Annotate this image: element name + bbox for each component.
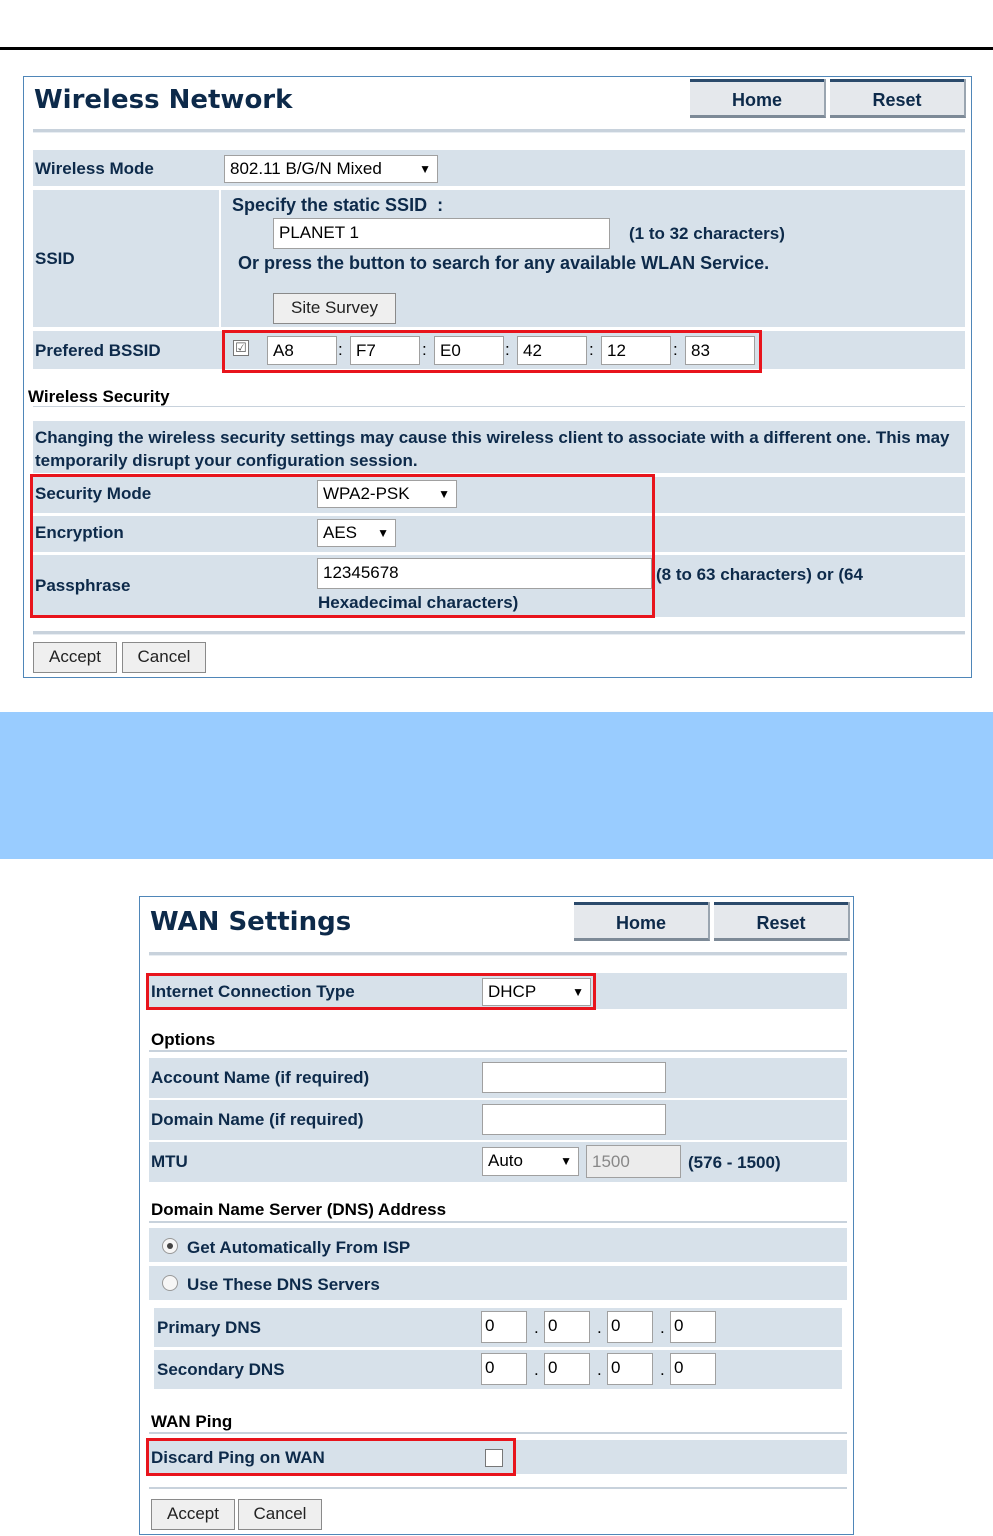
primary-dns-octet-3[interactable]: 0 — [607, 1311, 653, 1343]
ssid-hint: (1 to 32 characters) — [629, 224, 785, 243]
encryption-label: Encryption — [35, 523, 124, 542]
mtu-label: MTU — [151, 1152, 188, 1171]
wireless-mode-value: 802.11 B/G/N Mixed — [230, 159, 382, 178]
dns-heading: Domain Name Server (DNS) Address — [151, 1200, 447, 1219]
dns-dot: . — [660, 1360, 665, 1379]
bssid-separator: : — [422, 340, 427, 359]
footer-separator — [149, 1487, 847, 1489]
primary-dns-octet-2[interactable]: 0 — [544, 1311, 590, 1343]
wan-ping-separator — [149, 1432, 847, 1434]
secondary-dns-label: Secondary DNS — [157, 1360, 285, 1379]
title-separator — [33, 129, 965, 133]
dns-auto-radio[interactable] — [162, 1238, 178, 1254]
bssid-separator: : — [589, 340, 594, 359]
chevron-down-icon: ▼ — [377, 526, 389, 540]
wan-ping-heading: WAN Ping — [151, 1412, 233, 1431]
footer-separator — [33, 631, 965, 635]
page-title: WAN Settings — [150, 907, 352, 937]
encryption-value: AES — [323, 523, 358, 542]
bssid-highlight — [222, 330, 762, 373]
mtu-mode-value: Auto — [488, 1151, 523, 1170]
security-note: Changing the wireless security settings may cause this wireless client to associate with a different one. This may temporarily disrupt your configuration session. — [35, 428, 950, 470]
bssid-separator: : — [673, 340, 678, 359]
bssid-octet-6[interactable]: 83 — [685, 336, 755, 365]
security-mode-value: WPA2-PSK — [323, 484, 410, 503]
mtu-mode-select[interactable] — [482, 1147, 579, 1176]
dns-dot: . — [660, 1318, 665, 1337]
chevron-down-icon: ▼ — [572, 985, 584, 999]
security-highlight — [30, 474, 655, 618]
security-mode-label: Security Mode — [35, 484, 152, 503]
home-button[interactable]: Home — [690, 79, 826, 118]
wireless-mode-label: Wireless Mode — [35, 159, 154, 178]
connection-type-label: Internet Connection Type — [151, 982, 355, 1001]
bssid-separator: : — [338, 340, 343, 359]
accept-button[interactable]: Accept — [151, 1499, 235, 1530]
accept-button[interactable]: Accept — [33, 642, 117, 673]
wireless-security-heading: Wireless Security — [28, 387, 170, 406]
wireless-mode-select[interactable] — [224, 155, 438, 183]
dns-manual-label: Use These DNS Servers — [187, 1275, 380, 1294]
secondary-dns-octet-4[interactable]: 0 — [670, 1353, 716, 1385]
connection-type-value: DHCP — [488, 982, 537, 1001]
discard-ping-highlight — [146, 1438, 516, 1476]
bssid-octet-4[interactable]: 42 — [517, 336, 587, 365]
bssid-octet-2[interactable]: F7 — [350, 336, 420, 365]
reset-button[interactable]: Reset — [830, 79, 966, 118]
primary-dns-octet-4[interactable]: 0 — [670, 1311, 716, 1343]
ssid-prompt: Specify the static SSID : — [232, 195, 444, 215]
mtu-range: (576 - 1500) — [688, 1153, 781, 1172]
secondary-dns-octet-1[interactable]: 0 — [481, 1353, 527, 1385]
bssid-octet-5[interactable]: 12 — [601, 336, 671, 365]
home-button[interactable]: Home — [574, 902, 710, 941]
account-name-input[interactable] — [482, 1062, 666, 1093]
dns-dot: . — [534, 1360, 539, 1379]
ssid-input[interactable]: PLANET 1 — [273, 218, 610, 249]
passphrase-label: Passphrase — [35, 576, 131, 595]
divider-banner — [0, 712, 993, 859]
page-top-rule — [0, 47, 993, 50]
discard-ping-label: Discard Ping on WAN — [151, 1448, 325, 1467]
dns-auto-label: Get Automatically From ISP — [187, 1238, 411, 1257]
options-heading: Options — [151, 1030, 216, 1049]
primary-dns-label: Primary DNS — [157, 1318, 261, 1337]
passphrase-input[interactable]: 12345678 — [317, 558, 652, 589]
bssid-label: Prefered BSSID — [35, 341, 161, 360]
dns-separator — [149, 1221, 847, 1223]
dns-dot: . — [597, 1318, 602, 1337]
domain-name-input[interactable] — [482, 1104, 666, 1135]
bssid-enable-checkbox[interactable]: ☑ — [233, 340, 249, 356]
dns-dot: . — [597, 1360, 602, 1379]
security-separator — [33, 406, 965, 407]
page-title: Wireless Network — [34, 85, 293, 115]
chevron-down-icon: ▼ — [438, 487, 450, 501]
ssid-search-hint: Or press the button to search for any available WLAN Service. — [238, 253, 770, 273]
connection-type-highlight — [146, 973, 596, 1010]
chevron-down-icon: ▼ — [419, 162, 431, 176]
cancel-button[interactable]: Cancel — [122, 642, 206, 673]
secondary-dns-octet-3[interactable]: 0 — [607, 1353, 653, 1385]
mtu-input[interactable]: 1500 — [586, 1145, 681, 1178]
passphrase-hint-line2: Hexadecimal characters) — [318, 593, 519, 612]
wireless-network-panel — [23, 76, 972, 678]
dns-manual-radio[interactable] — [162, 1275, 178, 1291]
cancel-button[interactable]: Cancel — [238, 1499, 322, 1530]
bssid-separator: : — [505, 340, 510, 359]
primary-dns-octet-1[interactable]: 0 — [481, 1311, 527, 1343]
passphrase-hint: (8 to 63 characters) or (64 — [656, 565, 863, 584]
account-name-label: Account Name (if required) — [151, 1068, 370, 1087]
domain-name-label: Domain Name (if required) — [151, 1110, 364, 1129]
ssid-label: SSID — [35, 249, 75, 268]
dns-dot: . — [534, 1318, 539, 1337]
wan-settings-panel — [139, 896, 854, 1535]
options-separator — [149, 1050, 847, 1052]
site-survey-button[interactable]: Site Survey — [273, 293, 396, 324]
bssid-octet-3[interactable]: E0 — [434, 336, 504, 365]
title-separator — [149, 952, 847, 956]
secondary-dns-octet-2[interactable]: 0 — [544, 1353, 590, 1385]
bssid-octet-1[interactable]: A8 — [267, 336, 337, 365]
chevron-down-icon: ▼ — [560, 1154, 572, 1168]
reset-button[interactable]: Reset — [714, 902, 850, 941]
